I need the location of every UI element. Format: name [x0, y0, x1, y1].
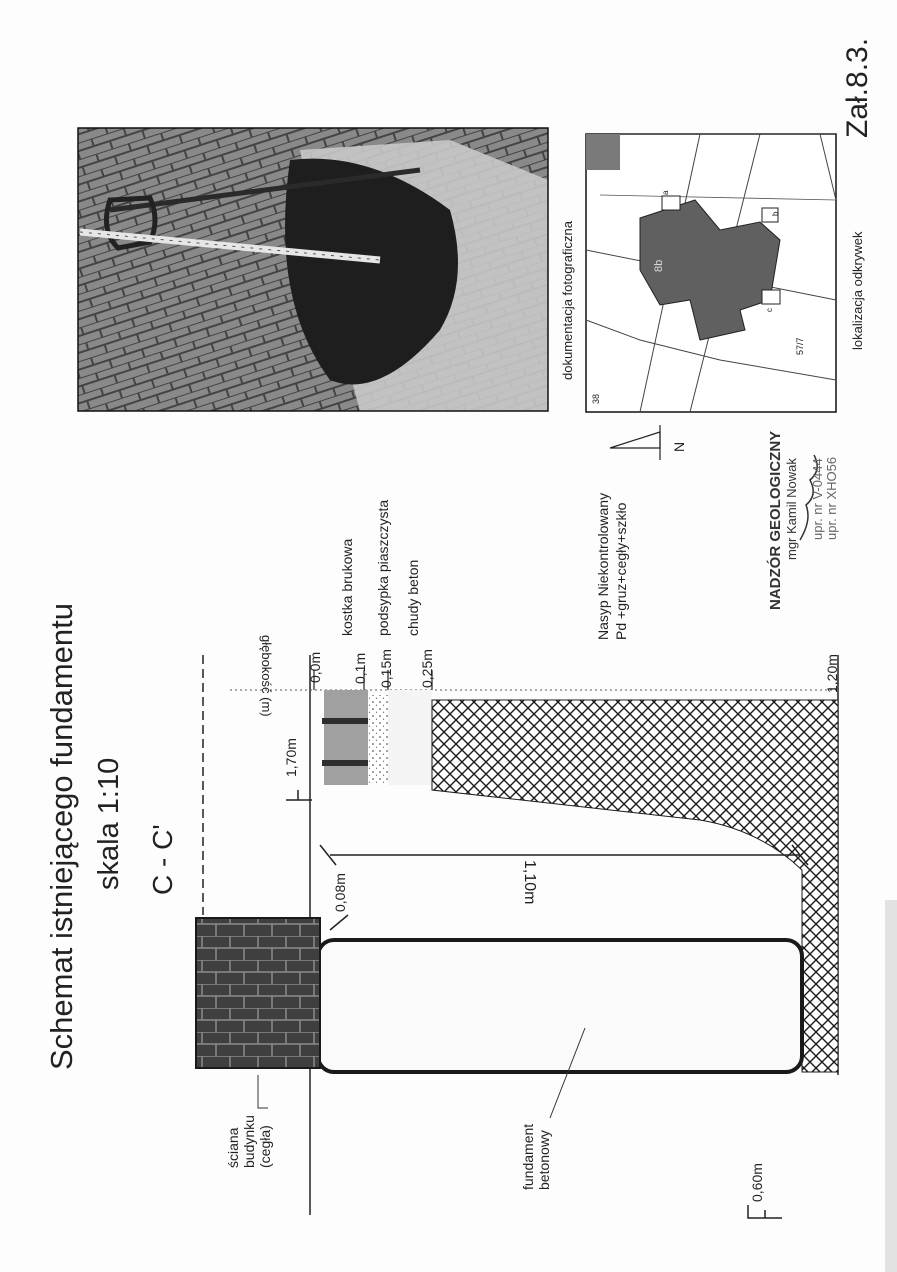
attachment-number: Zał.8.3.: [841, 37, 874, 138]
fill-description-line1: Nasyp Niekontrolowany: [595, 492, 611, 640]
inspector-license-2: upr. nr XHO56: [824, 456, 839, 540]
dimension-width: 0,60m: [749, 1163, 765, 1202]
location-map: [586, 134, 836, 412]
wall-label-line3: (cegła): [257, 1125, 273, 1168]
scan-edge: [885, 900, 897, 1272]
concrete-foundation: [318, 940, 802, 1072]
lean-concrete-layer: [388, 690, 432, 785]
depth-0-1m: 0,1m: [352, 652, 368, 684]
depth-1-20m: 1,20m: [824, 654, 840, 693]
map-caption: lokalizacja odkrywek: [850, 231, 865, 350]
depth-0-15m: 0,15m: [378, 649, 394, 688]
map-pit-a: a: [661, 190, 670, 195]
dimension-level: 1,70m: [283, 738, 299, 777]
layer-concrete-label: chudy beton: [405, 559, 421, 636]
depth-0-25m: 0,25m: [419, 649, 435, 688]
inspector-name: mgr Kamil Nowak: [784, 458, 799, 560]
section-label: C - C': [147, 824, 178, 895]
map-pit-b: b: [771, 211, 780, 216]
inspector-license-1: upr. nr V-0444: [810, 458, 825, 540]
north-label: N: [671, 441, 687, 452]
depth-0-0m: 0,0m: [307, 651, 323, 683]
paving-stone-layer: [324, 690, 368, 785]
photo-caption: dokumentacja fotograficzna: [560, 221, 575, 380]
map-plot-number-38: 38: [591, 393, 601, 404]
map-building-label: 8b: [653, 259, 665, 272]
dimension-height: 1,10m: [521, 860, 538, 905]
foundation-label-line1: fundament: [520, 1123, 536, 1190]
depth-axis-label: głębokość (m): [259, 635, 274, 717]
paving-joint: [322, 718, 370, 724]
depth-ticks: [314, 670, 432, 690]
layer-sand-label: podsypka piaszczysta: [375, 499, 391, 636]
map-pit-c: c: [765, 308, 774, 312]
diagram-scale: skala 1:10: [93, 757, 125, 890]
fill-description-line2: Pd +gruz+cegły+szkło: [613, 502, 629, 640]
wall-label-line2: budynku: [241, 1115, 257, 1168]
layer-paving-label: kostka brukowa: [339, 538, 355, 636]
paving-joint: [322, 760, 370, 766]
north-arrow-icon: [610, 425, 660, 460]
foundation-label-line2: betonowy: [536, 1130, 552, 1190]
diagram-title: Schemat istniejącego fundamentu: [44, 602, 79, 1070]
wall-label-line1: ściana: [225, 1127, 241, 1168]
wall-leader: [258, 1075, 268, 1108]
site-photo: [78, 128, 548, 411]
dimension-offset: 0,08m: [332, 873, 348, 912]
sand-bedding-layer: [368, 695, 388, 785]
map-plot-number-57-7: 57/7: [795, 337, 805, 355]
inspector-title: NADZÓR GEOLOGICZNY: [767, 430, 784, 610]
brick-wall: [196, 918, 320, 1068]
